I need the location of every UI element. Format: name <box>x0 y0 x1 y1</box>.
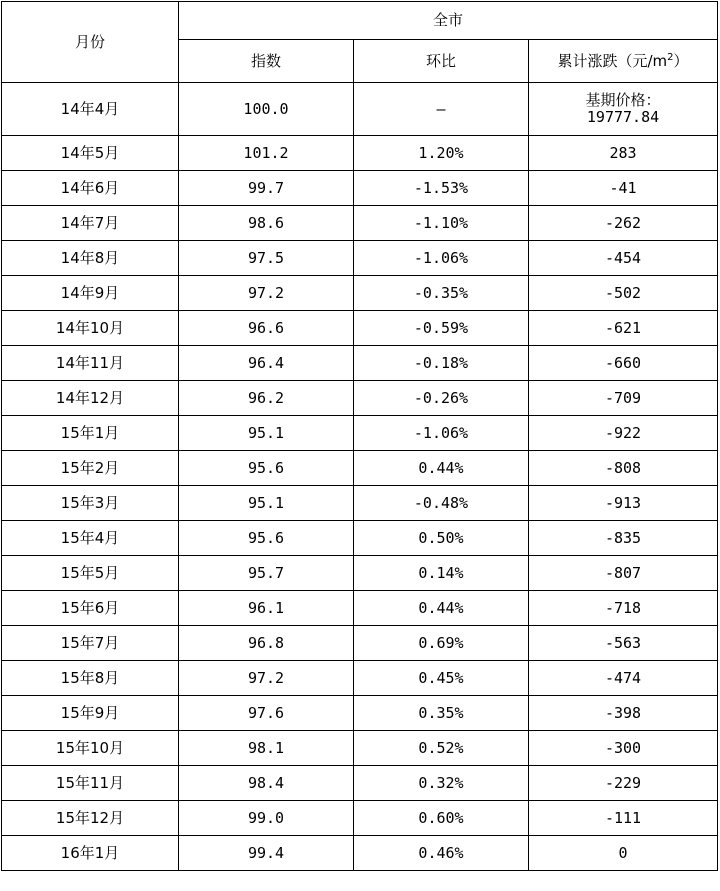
cumulative-change-cell: -807 <box>529 556 718 591</box>
mom-cell: -0.18% <box>354 346 529 381</box>
index-cell: 96.6 <box>179 311 354 346</box>
month-cell: 15年10月 <box>2 731 179 766</box>
month-cell: 15年11月 <box>2 766 179 801</box>
cumulative-header-sup: 2 <box>667 51 674 63</box>
index-cell: 99.7 <box>179 171 354 206</box>
table-row <box>2 486 718 521</box>
table-row <box>2 136 718 171</box>
cumulative-change-cell: -922 <box>529 416 718 451</box>
index-cell: 97.5 <box>179 241 354 276</box>
mom-cell: 0.32% <box>354 766 529 801</box>
month-cell: 14年7月 <box>2 206 179 241</box>
cumulative-change-cell: -262 <box>529 206 718 241</box>
index-cell: 96.4 <box>179 346 354 381</box>
cumulative-change-cell: -913 <box>529 486 718 521</box>
table-row <box>2 591 718 626</box>
month-cell: 14年8月 <box>2 241 179 276</box>
cumulative-change-cell: -502 <box>529 276 718 311</box>
cumulative-change-cell: -563 <box>529 626 718 661</box>
cumulative-change-cell: -808 <box>529 451 718 486</box>
index-cell: 98.4 <box>179 766 354 801</box>
month-cell: 15年7月 <box>2 626 179 661</box>
mom-cell: — <box>354 83 529 136</box>
mom-cell: -0.48% <box>354 486 529 521</box>
index-cell: 98.6 <box>179 206 354 241</box>
mom-cell: 0.60% <box>354 801 529 836</box>
table-row <box>2 836 718 871</box>
month-header: 月份 <box>2 2 179 83</box>
index-cell: 97.2 <box>179 661 354 696</box>
mom-cell: -1.53% <box>354 171 529 206</box>
table-row <box>2 171 718 206</box>
index-cell: 99.4 <box>179 836 354 871</box>
mom-cell: 0.46% <box>354 836 529 871</box>
cumulative-change-cell: 0 <box>529 836 718 871</box>
cumulative-change-cell: -718 <box>529 591 718 626</box>
cumulative-change-cell: -474 <box>529 661 718 696</box>
base-price-cell <box>529 83 718 136</box>
index-cell: 99.0 <box>179 801 354 836</box>
mom-cell: -0.35% <box>354 276 529 311</box>
table-body <box>2 2 718 871</box>
month-cell: 14年6月 <box>2 171 179 206</box>
cumulative-header-prefix: 累计涨跌（元/m <box>557 51 668 70</box>
month-cell: 14年9月 <box>2 276 179 311</box>
cumulative-header-suffix: ） <box>673 51 689 70</box>
header-row-1 <box>2 2 718 40</box>
table-row <box>2 521 718 556</box>
month-cell: 15年1月 <box>2 416 179 451</box>
month-cell: 14年4月 <box>2 83 179 136</box>
index-cell: 97.6 <box>179 696 354 731</box>
month-cell: 15年12月 <box>2 801 179 836</box>
mom-cell: 0.50% <box>354 521 529 556</box>
table-row <box>2 801 718 836</box>
index-cell: 98.1 <box>179 731 354 766</box>
month-cell: 15年2月 <box>2 451 179 486</box>
index-cell: 96.8 <box>179 626 354 661</box>
table-row <box>2 556 718 591</box>
mom-cell: 0.69% <box>354 626 529 661</box>
index-cell: 95.1 <box>179 416 354 451</box>
table-row <box>2 451 718 486</box>
table-row <box>2 766 718 801</box>
index-header: 指数 <box>179 40 354 83</box>
index-cell: 95.6 <box>179 521 354 556</box>
cumulative-change-cell: 283 <box>529 136 718 171</box>
cumulative-change-cell: -454 <box>529 241 718 276</box>
mom-cell: 0.14% <box>354 556 529 591</box>
mom-cell: -0.59% <box>354 311 529 346</box>
table-row <box>2 276 718 311</box>
cumulative-change-cell: -229 <box>529 766 718 801</box>
base-price-label: 基期价格： <box>585 91 661 109</box>
month-cell: 15年5月 <box>2 556 179 591</box>
index-cell: 101.2 <box>179 136 354 171</box>
index-cell: 96.1 <box>179 591 354 626</box>
index-cell: 97.2 <box>179 276 354 311</box>
index-cell: 95.6 <box>179 451 354 486</box>
city-group-header: 全市 <box>179 2 718 40</box>
mom-cell: -0.26% <box>354 381 529 416</box>
base-price-value: 19777.84 <box>586 108 660 126</box>
mom-cell: 0.52% <box>354 731 529 766</box>
mom-header: 环比 <box>354 40 529 83</box>
mom-cell: 0.45% <box>354 661 529 696</box>
month-cell: 14年11月 <box>2 346 179 381</box>
base-period-row <box>2 83 718 136</box>
cumulative-change-cell: -621 <box>529 311 718 346</box>
mom-cell: -1.06% <box>354 416 529 451</box>
index-cell: 96.2 <box>179 381 354 416</box>
month-cell: 14年12月 <box>2 381 179 416</box>
month-cell: 14年10月 <box>2 311 179 346</box>
index-cell: 95.1 <box>179 486 354 521</box>
cumulative-change-cell: -398 <box>529 696 718 731</box>
table-row <box>2 661 718 696</box>
table-row <box>2 241 718 276</box>
month-cell: 15年8月 <box>2 661 179 696</box>
table-row <box>2 696 718 731</box>
month-cell: 15年6月 <box>2 591 179 626</box>
month-cell: 15年9月 <box>2 696 179 731</box>
cumulative-change-cell: -41 <box>529 171 718 206</box>
mom-cell: 0.44% <box>354 591 529 626</box>
cumulative-change-cell: -660 <box>529 346 718 381</box>
index-cell: 100.0 <box>179 83 354 136</box>
mom-cell: 0.35% <box>354 696 529 731</box>
cumulative-change-cell: -300 <box>529 731 718 766</box>
mom-cell: 1.20% <box>354 136 529 171</box>
table-row <box>2 381 718 416</box>
mom-cell: 0.44% <box>354 451 529 486</box>
cumulative-change-header <box>529 40 718 83</box>
month-cell: 14年5月 <box>2 136 179 171</box>
cumulative-change-cell: -709 <box>529 381 718 416</box>
table-row <box>2 731 718 766</box>
table-row <box>2 311 718 346</box>
month-cell: 15年3月 <box>2 486 179 521</box>
table-row <box>2 346 718 381</box>
month-cell: 16年1月 <box>2 836 179 871</box>
index-cell: 95.7 <box>179 556 354 591</box>
mom-cell: -1.10% <box>354 206 529 241</box>
table-row <box>2 416 718 451</box>
cumulative-change-cell: -111 <box>529 801 718 836</box>
price-index-table <box>1 1 718 871</box>
table-row <box>2 626 718 661</box>
table-row <box>2 206 718 241</box>
cumulative-change-cell: -835 <box>529 521 718 556</box>
month-cell: 15年4月 <box>2 521 179 556</box>
mom-cell: -1.06% <box>354 241 529 276</box>
